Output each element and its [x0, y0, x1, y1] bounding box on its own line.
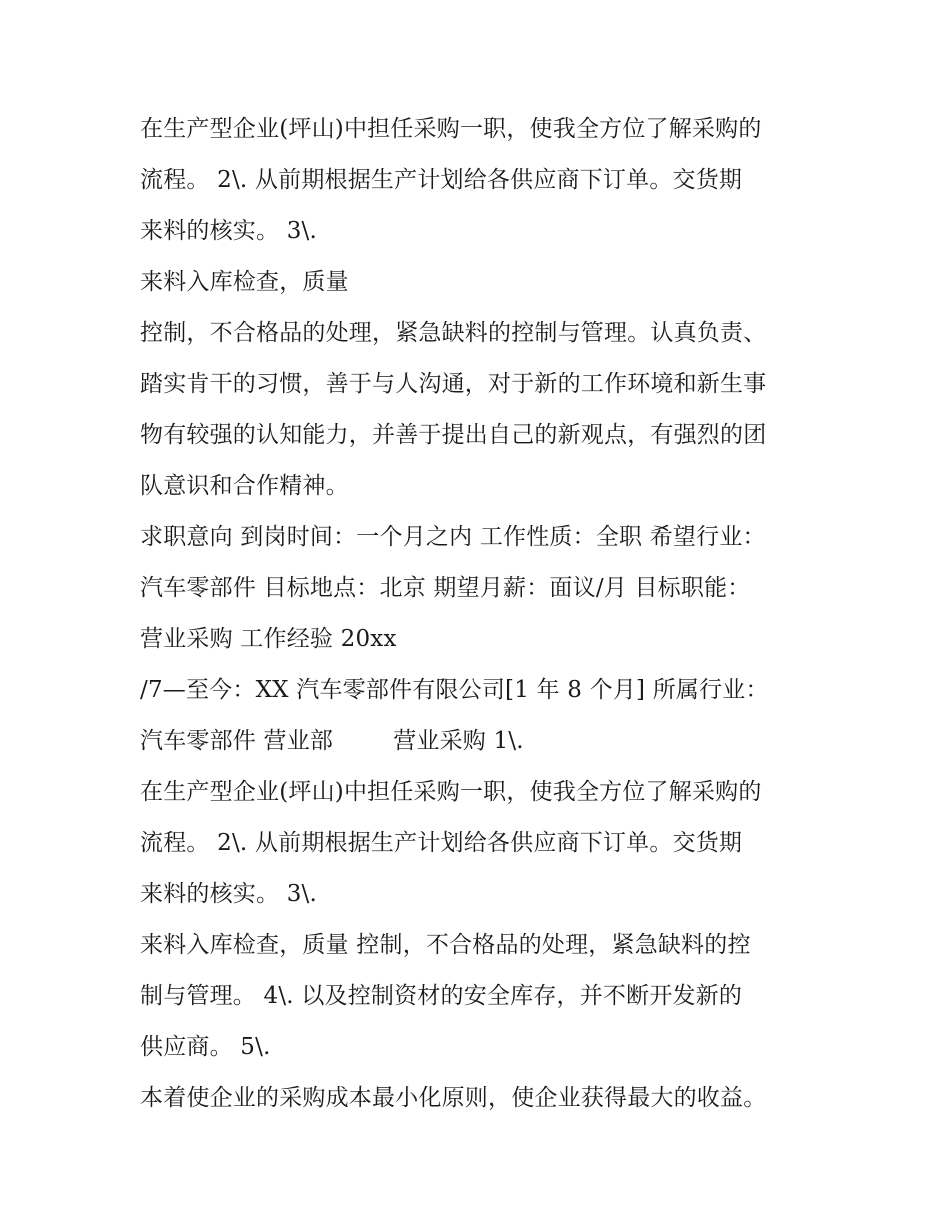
text-line: 踏实肯干的习惯，善于与人沟通，对于新的工作环境和新生事 [140, 371, 767, 397]
text-line: 本着使企业的采购成本最小化原则，使企业获得最大的收益。 [140, 1085, 767, 1111]
text-line: 在生产型企业(坪山)中担任采购一职，使我全方位了解采购的 [140, 779, 762, 805]
text-line: 来料的核实。 3\. [140, 881, 318, 907]
text-line: 制与管理。 4\. 以及控制资材的安全库存，并不断开发新的 [140, 983, 743, 1009]
text-line: 求职意向 到岗时间：一个月之内 工作性质：全职 希望行业： [140, 524, 766, 550]
text-line: 在生产型企业(坪山)中担任采购一职，使我全方位了解采购的 [140, 116, 762, 142]
text-line: 来料入库检查，质量 [140, 269, 349, 295]
text-line: 队意识和合作精神。 [140, 473, 349, 499]
text-line: 汽车零部件 目标地点：北京 期望月薪：面议/月 目标职能： [140, 575, 751, 601]
text-line: 汽车零部件 营业部 营业采购 1\. [140, 728, 524, 754]
text-line: 营业采购 工作经验 20xx [140, 626, 397, 652]
text-line: 流程。 2\. 从前期根据生产计划给各供应商下订单。交货期 [140, 830, 743, 856]
text-line: 来料的核实。 3\. [140, 218, 318, 244]
document-body [140, 104, 830, 1124]
text-line: /7—至今：XX 汽车零部件有限公司[1 年 8 个月] 所属行业： [140, 677, 769, 703]
text-line: 控制，不合格品的处理，紧急缺料的控制与管理。认真负责、 [140, 320, 767, 346]
text-line: 物有较强的认知能力，并善于提出自己的新观点，有强烈的团 [140, 422, 767, 448]
text-line: 来料入库检查，质量 控制，不合格品的处理，紧急缺料的控 [140, 932, 751, 958]
text-line: 供应商。 5\. [140, 1034, 271, 1060]
text-line: 流程。 2\. 从前期根据生产计划给各供应商下订单。交货期 [140, 167, 743, 193]
